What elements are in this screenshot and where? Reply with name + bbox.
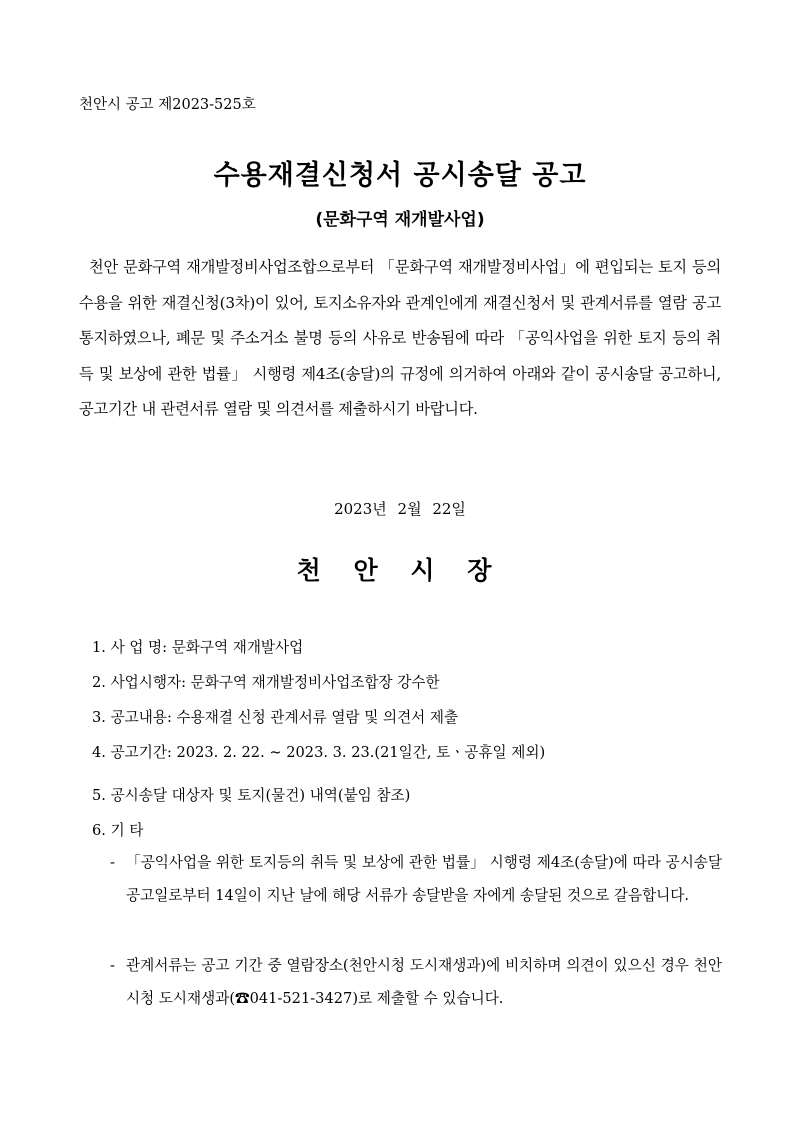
item-number: 3. (92, 709, 106, 726)
note-dash: - (110, 854, 115, 871)
notice-date: 2023년 2월 22일 (334, 500, 466, 518)
item-number: 6. (92, 822, 106, 839)
note-dash: - (110, 957, 115, 974)
list-item (92, 671, 440, 692)
item-text: 공고내용: 수용재결 신청 관계서류 열람 및 의견서 제출 (110, 709, 459, 726)
item-text: 공고기간: 2023. 2. 22. ~ 2023. 3. 23.(21일간, 토ㆍ공휴일 제외) (110, 744, 546, 761)
item-number: 4. (92, 744, 106, 761)
page-subtitle: (문화구역 재개발사업) (315, 210, 485, 230)
list-item (92, 784, 410, 805)
page-title: 수용재결신청서 공시송달 공고 (213, 160, 587, 191)
list-item (92, 819, 143, 840)
issuer: 천 안 시 장 (296, 556, 504, 585)
item-number: 5. (92, 787, 106, 804)
note-text: 「공익사업을 위한 토지등의 취득 및 보상에 관한 법률」 시행령 제4조(송달)에 따라 공시송달 공고일로부터 14일이 지난 날에 해당 서류가 송달받을 자에게 송달된 것으로 갈음합니다. (126, 854, 722, 904)
item-text: 사 업 명: 문화구역 재개발사업 (110, 639, 304, 656)
item-text: 공시송달 대상자 및 토지(물건) 내역(붙임 참조) (110, 787, 411, 804)
item-number: 2. (92, 674, 106, 691)
item-text: 사업시행자: 문화구역 재개발정비사업조합장 강수한 (110, 674, 440, 691)
note-item (110, 846, 722, 912)
notice-number: 천안시 공고 제2023-525호 (79, 97, 256, 113)
body-paragraph: 천안 문화구역 재개발정비사업조합으로부터 「문화구역 재개발정비사업」에 편입되는 토지 등의 수용을 위한 재결신청(3차)이 있어, 토지소유자와 관계인에게 재결신청서 및 관계서류를 열람 공고 통지하였으나, 폐문 및 주소거소 불명 등의 사유로 반송됨에 따라 「공익사업을 위한 토지 등의 취득 및 보상에 관한 법률」 시행령 제4조(송달)의 규정에 의거하여 아래와 같이 공시송달 공고하니, 공고기간 내 관련서류 열람 및 의견서를 제출하시기 바랍니다. (79, 258, 721, 418)
item-text: 기 타 (110, 822, 144, 839)
list-item (92, 706, 458, 727)
note-text: 관계서류는 공고 기간 중 열람장소(천안시청 도시재생과)에 비치하며 의견이 있으신 경우 천안시청 도시재생과(☎041-521-3427)로 제출할 수 있습니다. (126, 957, 722, 1007)
note-item (110, 949, 722, 1015)
list-item (92, 741, 545, 762)
item-number: 1. (92, 639, 106, 656)
list-item (92, 636, 303, 657)
